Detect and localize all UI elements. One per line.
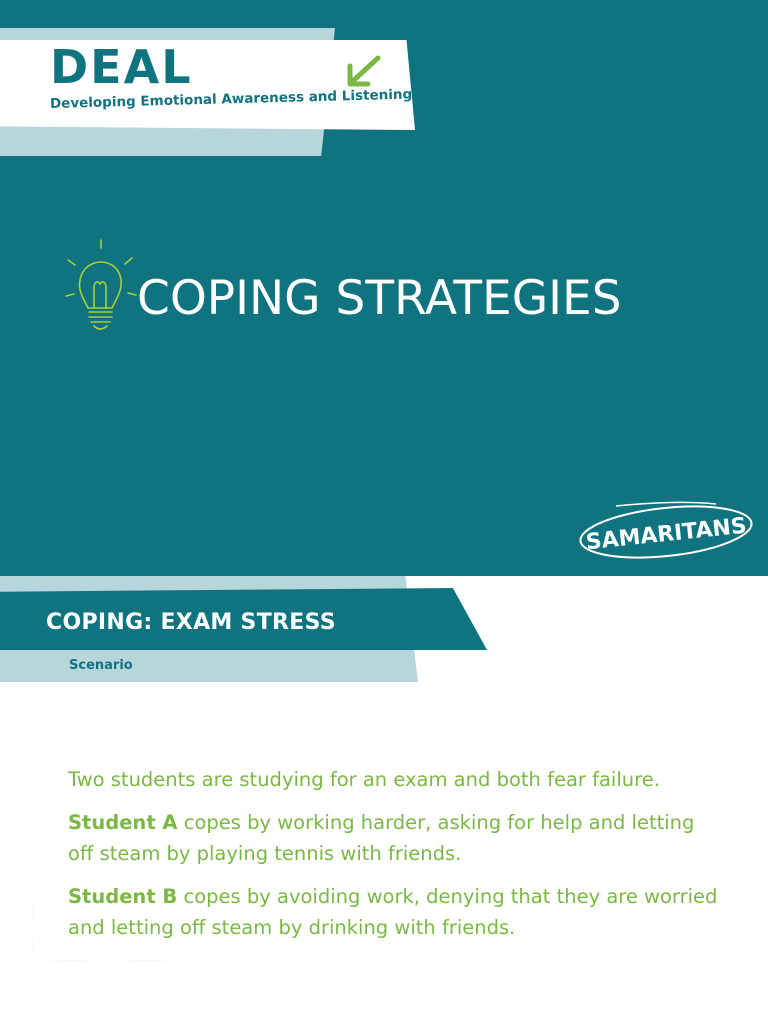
- scenario-title: COPING: EXAM STRESS: [46, 610, 336, 635]
- deal-title: DEAL: [50, 40, 193, 94]
- scenario-intro: Two students are studying for an exam and both fear failure.: [68, 768, 660, 791]
- logo-text: SAMARITANS: [584, 513, 748, 556]
- student-b-paragraph: [68, 881, 718, 943]
- arrow-icon: [340, 52, 386, 92]
- scenario-slide: [0, 576, 768, 1024]
- main-title: COPING STRATEGIES: [137, 271, 622, 326]
- student-b-text: copes by avoiding work, denying that they are worried and letting off steam by drinking with friends.: [68, 885, 718, 939]
- scenario-card-text: [68, 764, 718, 955]
- student-a-text: copes by working harder, asking for help and letting off steam by playing tennis with friends.: [68, 811, 695, 865]
- student-a-paragraph: [68, 807, 718, 869]
- deal-subtitle: Developing Emotional Awareness and Listening: [49, 86, 413, 112]
- lightbulb-icon: [62, 238, 144, 338]
- student-b-label: Student B: [68, 885, 178, 908]
- samaritans-logo: [576, 498, 756, 562]
- scenario-subtitle: Scenario: [69, 658, 133, 673]
- student-a-label: Student A: [68, 811, 178, 834]
